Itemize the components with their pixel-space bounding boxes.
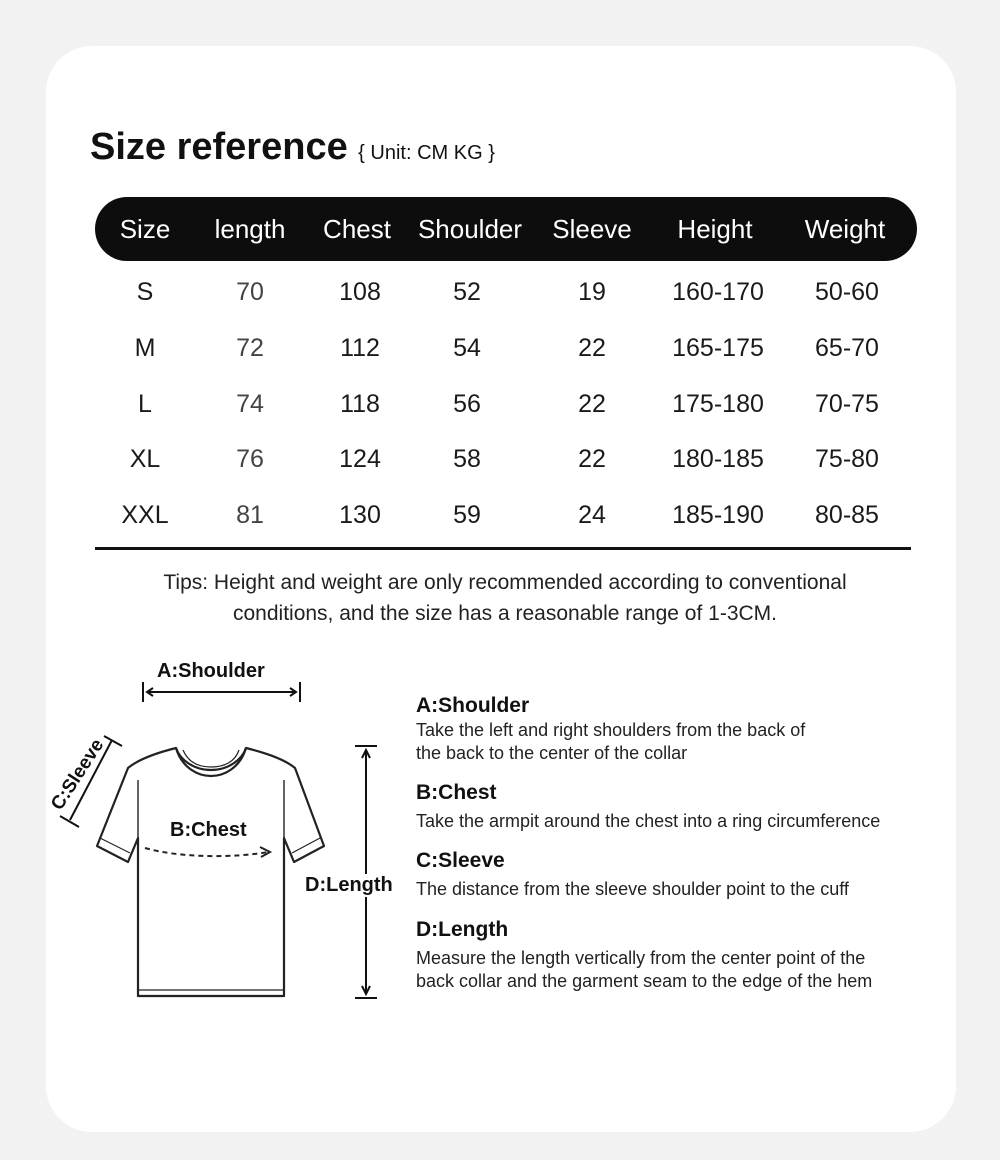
cell-weight: 70-75: [815, 390, 879, 418]
length-label: D:Length: [305, 874, 393, 896]
tips-line: conditions, and the size has a reasonable range of 1-3CM.: [232, 602, 777, 625]
description-text: back collar and the garment seam to the edge of the hem: [416, 971, 873, 991]
header-sleeve: Sleeve: [552, 214, 632, 244]
description-text: Measure the length vertically from the center point of the: [416, 948, 866, 968]
sleeve-label: C:Sleeve: [47, 735, 109, 815]
description-text: the back to the center of the collar: [416, 743, 688, 763]
cell-height: 185-190: [672, 501, 764, 529]
header-size: Size: [119, 214, 171, 244]
description-title: C:Sleeve: [416, 849, 505, 872]
header-shoulder: Shoulder: [417, 214, 523, 244]
tips-text: [100, 567, 910, 629]
cell-height: 175-180: [672, 390, 764, 418]
cell-shoulder: 54: [453, 334, 481, 362]
cell-length: 72: [236, 334, 264, 362]
cell-size: L: [138, 390, 152, 418]
length-description: [416, 917, 872, 993]
length-dimension: [355, 746, 377, 998]
shoulder-label: A:Shoulder: [157, 660, 265, 682]
chest-label: B:Chest: [170, 819, 247, 841]
page-title: Size reference: [90, 126, 348, 168]
cell-shoulder: 56: [453, 390, 481, 418]
description-text: Take the armpit around the chest into a ring circumference: [416, 811, 881, 831]
cell-chest: 118: [340, 390, 380, 418]
tshirt-outline: [97, 748, 324, 996]
cell-length: 74: [236, 390, 264, 418]
cell-weight: 80-85: [815, 501, 879, 529]
description-text: Take the left and right shoulders from the back of: [416, 720, 806, 740]
description-title: A:Shoulder: [416, 694, 530, 717]
cell-height: 180-185: [672, 445, 764, 473]
description-title: B:Chest: [416, 781, 497, 804]
table-row: [0, 439, 1000, 479]
unit-label: { Unit: CM KG }: [358, 142, 495, 164]
sleeve-description: [416, 848, 849, 901]
header-length: length: [214, 214, 286, 244]
cell-size: XL: [129, 445, 161, 473]
table-row: [0, 495, 1000, 535]
cell-sleeve: 22: [578, 445, 606, 473]
cell-shoulder: 58: [453, 445, 481, 473]
tshirt-diagram: [0, 640, 420, 1040]
cell-size: M: [134, 334, 156, 362]
cell-height: 160-170: [672, 278, 764, 306]
cell-weight: 50-60: [815, 278, 879, 306]
table-divider: [95, 547, 911, 550]
cell-length: 76: [236, 445, 264, 473]
table-header: [95, 197, 917, 261]
cell-chest: 108: [339, 278, 381, 306]
header-height: Height: [677, 214, 753, 244]
cell-chest: 130: [339, 501, 381, 529]
title-row: [90, 126, 495, 169]
cell-size: S: [136, 278, 154, 306]
cell-length: 81: [236, 501, 264, 529]
cell-sleeve: 19: [578, 278, 606, 306]
cell-sleeve: 22: [578, 334, 606, 362]
cell-sleeve: 24: [578, 501, 606, 529]
description-title: D:Length: [416, 918, 509, 941]
cell-weight: 75-80: [815, 445, 879, 473]
cell-sleeve: 22: [578, 390, 606, 418]
cell-shoulder: 52: [453, 278, 481, 306]
tips-line: Tips: Height and weight are only recommended according to conventional: [163, 571, 847, 594]
chest-description: [416, 780, 880, 833]
header-chest: Chest: [323, 214, 391, 244]
cell-height: 165-175: [672, 334, 764, 362]
table-row: [0, 272, 1000, 312]
shoulder-description: [416, 693, 805, 765]
shoulder-dimension: [143, 682, 300, 702]
cell-chest: 112: [340, 334, 380, 362]
cell-weight: 65-70: [815, 334, 879, 362]
cell-chest: 124: [339, 445, 381, 473]
table-row: [0, 384, 1000, 424]
description-text: The distance from the sleeve shoulder point to the cuff: [416, 879, 849, 899]
header-weight: Weight: [804, 214, 886, 244]
cell-length: 70: [236, 278, 264, 306]
cell-size: XXL: [121, 501, 169, 529]
cell-shoulder: 59: [453, 501, 481, 529]
table-row: [0, 328, 1000, 368]
